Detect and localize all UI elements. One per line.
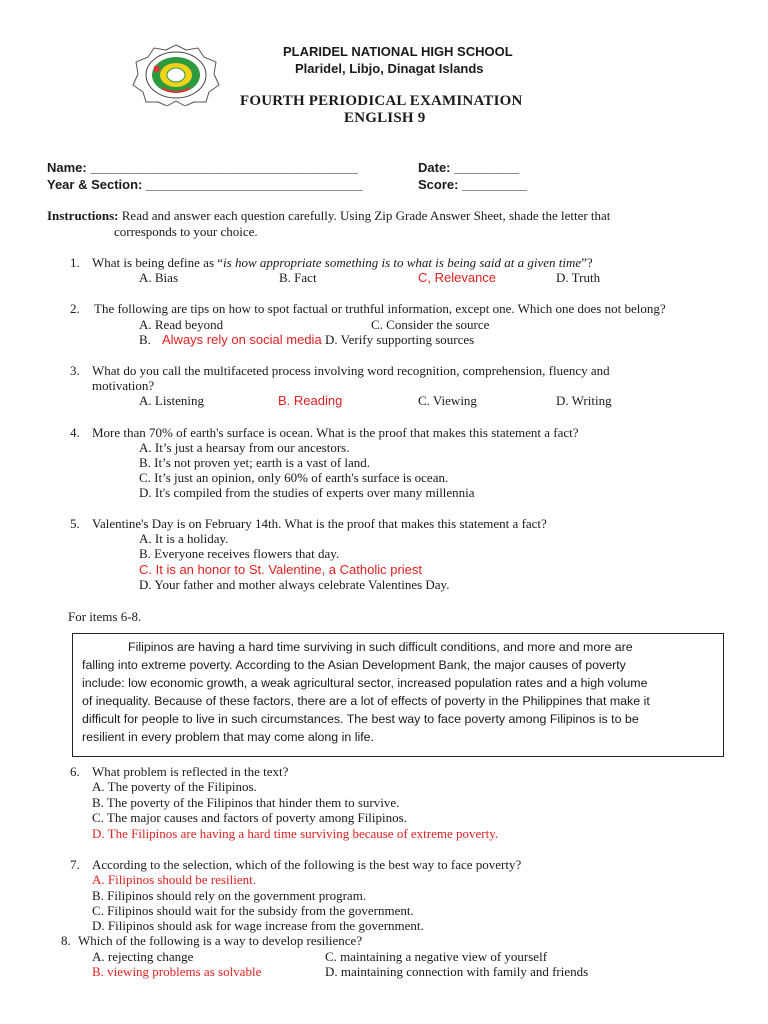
items-note: For items 6-8.: [68, 609, 142, 624]
q1-option-d: D. Truth: [556, 270, 601, 285]
q4-option-d: D. It's compiled from the studies of experts over many millennia: [139, 485, 475, 500]
q7-stem: According to the selection, which of the following is the best way to face poverty?: [92, 857, 522, 872]
q2-option-d: D. Verify supporting sources: [325, 332, 475, 347]
instructions-line2: corresponds to your choice.: [114, 224, 258, 239]
q8-option-b-answer: B. viewing problems as solvable: [92, 964, 262, 979]
instructions-line1: [47, 208, 610, 223]
q1-stem-start: What is being define as “: [92, 255, 224, 270]
date-field: Date: _________: [418, 160, 520, 175]
score-field: Score: _________: [418, 177, 528, 192]
q3-option-a: A. Listening: [139, 393, 204, 408]
q5-option-d: D. Your father and mother always celebrate Valentines Day.: [139, 577, 450, 592]
q6-number: 6.: [70, 764, 80, 779]
q1-option-b: B. Fact: [279, 270, 317, 285]
q2-option-a: A. Read beyond: [139, 317, 224, 332]
q7-option-c: C. Filipinos should wait for the subsidy from the government.: [92, 903, 414, 918]
q1-stem: [92, 255, 593, 270]
q3-stem-line1: What do you call the multifaceted process involving word recognition, comprehension, fluency and: [92, 363, 610, 378]
passage-line-5: difficult for people to live in such circumstances. The best way to face poverty among Filipinos is to be: [82, 712, 639, 726]
passage-line-1: Filipinos are having a hard time surviving in such difficult conditions, and more and more are: [128, 640, 633, 654]
q3-option-c: C. Viewing: [418, 393, 477, 408]
name-field: Name: _____________________________________: [47, 160, 358, 175]
q4-number: 4.: [70, 425, 80, 440]
school-address: Plaridel, Libjo, Dinagat Islands: [295, 61, 484, 76]
q7-option-b: B. Filipinos should rely on the government program.: [92, 888, 367, 903]
q5-option-c-answer: C. It is an honor to St. Valentine, a Catholic priest: [139, 562, 423, 577]
q4-option-a: A. It’s just a hearsay from our ancestors.: [139, 440, 350, 455]
q2-option-b-answer: Always rely on social media: [162, 332, 322, 347]
q6-option-d-answer: D. The Filipinos are having a hard time surviving because of extreme poverty.: [92, 826, 499, 841]
q8-option-c: C. maintaining a negative view of yourself: [325, 949, 548, 964]
school-name: PLARIDEL NATIONAL HIGH SCHOOL: [283, 44, 513, 59]
q8-option-d: D. maintaining connection with family and friends: [325, 964, 589, 979]
q5-number: 5.: [70, 516, 80, 531]
q3-number: 3.: [70, 363, 80, 378]
q4-option-b: B. It’s not proven yet; earth is a vast of land.: [139, 455, 371, 470]
q2-option-c: C. Consider the source: [371, 317, 490, 332]
passage-line-6: resilient in every problem that may come along in life.: [82, 730, 375, 744]
q8-option-a: A. rejecting change: [92, 949, 194, 964]
q5-option-b: B. Everyone receives flowers that day.: [139, 546, 340, 561]
q1-number: 1.: [70, 255, 80, 270]
q7-option-d: D. Filipinos should ask for wage increase from the government.: [92, 918, 424, 933]
q1-option-c-answer: C, Relevance: [418, 270, 497, 285]
q5-stem: Valentine's Day is on February 14th. What is the proof that makes this statement a fact?: [92, 516, 547, 531]
q1-stem-definition: is how appropriate something is to what is being said at a given time: [223, 255, 582, 270]
q4-option-c: C. It’s just an opinion, only 60% of earth's surface is ocean.: [139, 470, 449, 485]
q4-stem: More than 70% of earth's surface is ocean. What is the proof that makes this statement a fact?: [92, 425, 579, 440]
q7-number: 7.: [70, 857, 80, 872]
instructions-label: Instructions:: [47, 208, 119, 223]
q1-option-a: A. Bias: [139, 270, 178, 285]
q6-option-c: C. The major causes and factors of poverty among Filipinos.: [92, 810, 407, 825]
passage-line-4: of inequality. Because of these factors, there are a lot of effects of poverty in the Philippines that make it: [82, 694, 650, 708]
q6-option-b: B. The poverty of the Filipinos that hinder them to survive.: [92, 795, 400, 810]
q7-option-a-answer: A. Filipinos should be resilient.: [92, 872, 256, 887]
q2-option-b-letter: B.: [139, 332, 151, 347]
q3-stem-line2: motivation?: [92, 378, 155, 393]
q2-number: 2.: [70, 301, 80, 316]
q1-stem-end: ”?: [581, 255, 593, 270]
year-section-field: Year & Section: ______________________________: [47, 177, 363, 192]
q3-option-b-answer: B. Reading: [278, 393, 343, 408]
passage-line-2: falling into extreme poverty. According to the Asian Development Bank, the major causes of poverty: [82, 658, 626, 672]
q8-number: 8.: [61, 933, 71, 948]
q3-option-d: D. Writing: [556, 393, 612, 408]
exam-subject: ENGLISH 9: [344, 110, 426, 126]
q5-option-a: A. It is a holiday.: [139, 531, 229, 546]
instructions-text: Read and answer each question carefully. Using Zip Grade Answer Sheet, shade the letter that: [118, 208, 611, 223]
q6-option-a: A. The poverty of the Filipinos.: [92, 779, 257, 794]
q2-stem: The following are tips on how to spot factual or truthful information, except one. Which one does not belong?: [94, 301, 666, 316]
passage-line-3: include: low economic growth, a weak agricultural sector, increased population rates and a high volume: [82, 676, 648, 690]
exam-title: FOURTH PERIODICAL EXAMINATION: [240, 93, 523, 109]
q6-stem: What problem is reflected in the text?: [92, 764, 289, 779]
q8-stem: Which of the following is a way to develop resilience?: [78, 933, 363, 948]
school-seal-icon: [132, 44, 220, 106]
